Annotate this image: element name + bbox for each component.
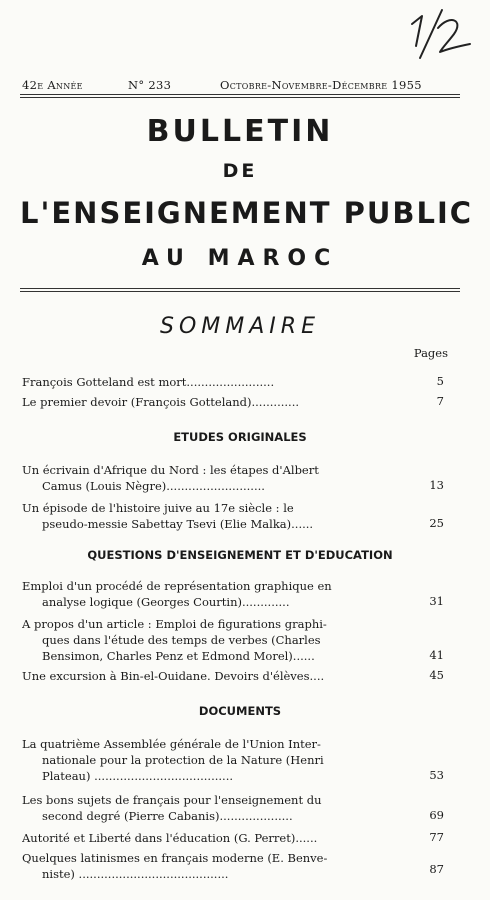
toc-entry-sabettay [22,500,374,532]
toc-entry-line: La quatrième Assemblée générale de l'Union Inter- [22,737,321,751]
issue-period: Octobre-Novembre-Décembre 1955 [220,78,422,92]
toc-entry-line: François Gotteland est mort........................ [22,375,275,389]
toc-entry-line: Une excursion à Bin-el-Ouidane. Devoirs d'élèves.... [22,669,325,683]
toc-page: 87 [429,862,444,876]
issue-number: N° 233 [128,78,172,92]
toc-entry-autorite [22,830,374,846]
toc-entry-line: Camus (Louis Nègre)........................... [42,479,265,493]
toc-entry-line: second degré (Pierre Cabanis).................... [42,809,293,823]
toc-entry-line: Le premier devoir (François Gotteland)............. [22,395,300,409]
toc-page: 7 [436,394,444,408]
toc-entry-latinismes [22,850,374,882]
toc-entry-line: pseudo-messie Sabettay Tsevi (Elie Malka)...... [42,517,314,531]
toc-page: 5 [436,374,444,388]
toc-page: 77 [429,830,444,844]
toc-page: 45 [429,668,444,682]
toc-entry-courtin [22,578,374,610]
toc-entry-excursion [22,668,374,684]
toc-entry-line: Emploi d'un procédé de représentation graphique en [22,579,332,593]
masthead-line-3: L'ENSEIGNEMENT PUBLIC [20,196,474,230]
pages-label: Pages [413,346,448,360]
toc-entry-gotteland-mort [22,374,374,390]
toc-page: 41 [429,648,444,662]
volume-label: 42e Année [22,78,83,92]
masthead-line-2: DE [222,160,258,182]
masthead-line-1: BULLETIN [146,114,334,149]
toc-entry-union-nature [22,736,374,784]
toc-entry-line: Les bons sujets de français pour l'enseignement du [22,793,322,807]
toc-entry-line: nationale pour la protection de la Nature (Henri [42,753,324,767]
masthead-line-4: AU MAROC [141,246,339,271]
section-heading-etudes: ETUDES ORIGINALES [173,430,307,444]
toc-entry-line: Quelques latinismes en français moderne (E. Benve- [22,851,328,865]
top-rule-2 [20,97,460,98]
section-heading-documents: DOCUMENTS [198,704,282,718]
toc-entry-line: Plateau) ...................................... [42,769,234,783]
toc-entry-line: analyse logique (Georges Courtin)............. [42,595,290,609]
toc-page: 31 [429,594,444,608]
sommaire-title: SOMMAIRE [160,314,320,339]
handwritten-annotation [398,6,484,62]
toc-entry-line: niste) ......................................... [42,867,229,881]
top-rule [20,94,460,95]
masthead-rule-2 [20,291,460,292]
toc-entry-premier-devoir [22,394,374,410]
toc-entry-line: Un écrivain d'Afrique du Nord : les étapes d'Albert [22,463,319,477]
toc-page: 53 [429,768,444,782]
annotation-text: 1/2 [398,6,400,7]
toc-entry-bons-sujets [22,792,374,824]
toc-entry-line: Un épisode de l'histoire juive au 17e siècle : le [22,501,294,515]
toc-page: 25 [429,516,444,530]
masthead-rule [20,288,460,289]
toc-entry-line: A propos d'un article : Emploi de figurations graphi- [22,617,327,631]
section-heading-questions: QUESTIONS D'ENSEIGNEMENT ET D'EDUCATION [87,548,393,562]
toc-entry-line: Autorité et Liberté dans l'éducation (G. Perret)...... [22,831,318,845]
toc-entry-camus [22,462,374,494]
toc-entry-line: Bensimon, Charles Penz et Edmond Morel)...... [42,649,315,663]
toc-entry-line: ques dans l'étude des temps de verbes (Charles [42,633,321,647]
toc-page: 13 [429,478,444,492]
toc-page: 69 [429,808,444,822]
toc-entry-figurations [22,616,374,664]
